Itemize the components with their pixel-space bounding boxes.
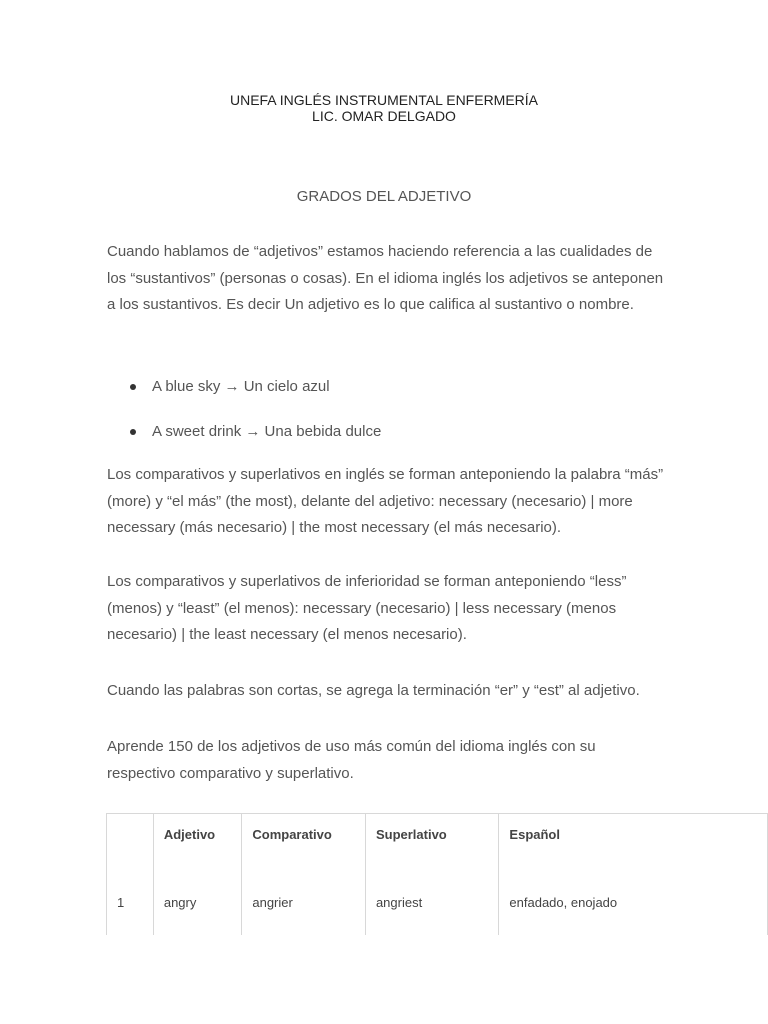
comparatives-paragraph: Los comparativos y superlativos en inglés se forman anteponiendo la palabra “más” (more) y “el más” (the most), delante del adjetivo: necessary (necesario) | more necessary (más necesario) | the most necessary (el más necesario). xyxy=(107,466,664,536)
example-list xyxy=(107,376,381,466)
table-header-row xyxy=(107,814,768,888)
header-number xyxy=(107,814,154,888)
cell-number: 1 xyxy=(107,887,154,935)
bullet-icon xyxy=(130,384,136,390)
learn-paragraph: Aprende 150 de los adjetivos de uso más común del idioma inglés con su respectivo comparativo y superlativo. xyxy=(107,738,596,782)
cell-superlative: angriest xyxy=(365,887,498,935)
example-text: A blue sky → Un cielo azul xyxy=(152,378,330,395)
document-header-institution: UNEFA INGLÉS INSTRUMENTAL ENFERMERÍA xyxy=(229,92,539,108)
cell-comparative: angrier xyxy=(242,887,366,935)
header-spanish: Español xyxy=(499,814,768,888)
example-item xyxy=(107,376,381,421)
example-item xyxy=(107,421,381,466)
cell-spanish: enfadado, enojado xyxy=(499,887,768,935)
header-superlative: Superlativo xyxy=(365,814,498,888)
example-text: A sweet drink → Una bebida dulce xyxy=(152,423,382,440)
header-adjective: Adjetivo xyxy=(153,814,242,888)
intro-paragraph: Cuando hablamos de “adjetivos” estamos haciendo referencia a las cualidades de los “sustantivos” (personas o cosas). En el idioma inglés los adjetivos se anteponen a los sustantivos. Es decir Un adjetivo es lo que califica al sustantivo o nombre. xyxy=(107,243,664,313)
adjectives-table xyxy=(106,813,768,935)
cell-adjective: angry xyxy=(153,887,242,935)
header-comparative: Comparativo xyxy=(242,814,366,888)
adjectives-table-container xyxy=(106,813,768,1024)
document-header-author: LIC. OMAR DELGADO xyxy=(312,108,456,124)
short-words-paragraph: Cuando las palabras son cortas, se agrega la terminación “er” y “est” al adjetivo. xyxy=(107,682,640,699)
bullet-icon xyxy=(130,429,136,435)
table-row xyxy=(107,887,768,935)
inferiority-paragraph: Los comparativos y superlativos de inferioridad se forman anteponiendo “less” (menos) y “least” (el menos): necessary (necesario) | less necessary (menos necesario) | the least necessary (el menos necesario). xyxy=(107,573,627,643)
section-title: GRADOS DEL ADJETIVO xyxy=(296,188,472,205)
